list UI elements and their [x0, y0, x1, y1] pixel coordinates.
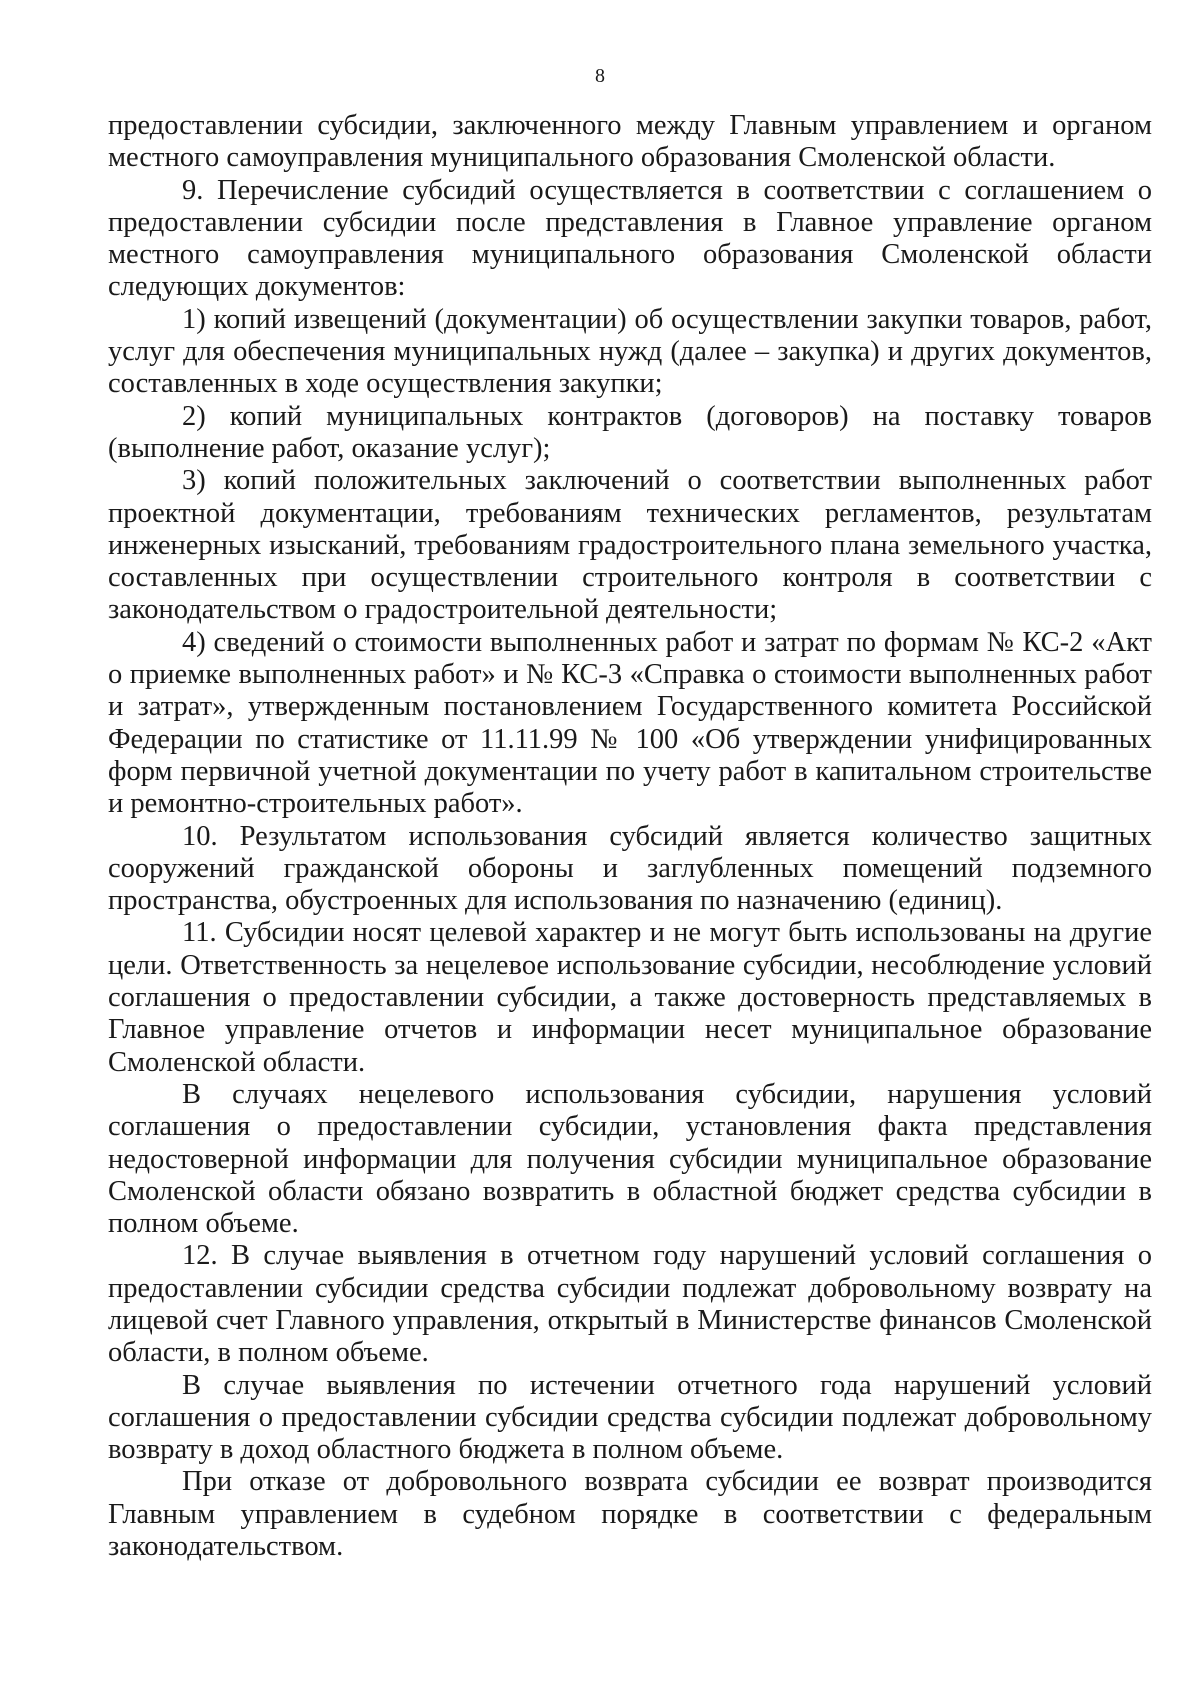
- paragraph-item-11: 11. Субсидии носят целевой характер и не могут быть использованы на другие цели. Ответственность за нецелевое использование субсидии, несоблюдение условий соглашения о предоставлении субсидии, а также достоверность представляемых в Главное управление отчетов и информации несет муниципальное образование Смоленской области.: [108, 917, 1152, 1078]
- paragraph-subitem-3: 3) копий положительных заключений о соответствии выполненных работ проектной документации, требованиям технических регламентов, результатам инженерных изысканий, требованиям градостроительного плана земельного участка, составленных при осуществлении строительного контроля в соответствии с законодательством о градостроительной деятельности;: [108, 465, 1152, 626]
- paragraph-item-12: 12. В случае выявления в отчетном году нарушений условий соглашения о предоставлении субсидии средства субсидии подлежат добровольному возврату на лицевой счет Главного управления, открытый в Министерстве финансов Смоленской области, в полном объеме.: [108, 1240, 1152, 1369]
- paragraph-after-year-return: В случае выявления по истечении отчетного года нарушений условий соглашения о предоставлении субсидии средства субсидии подлежат добровольному возврату в доход областного бюджета в полном объеме.: [108, 1369, 1152, 1466]
- document-body: [108, 110, 1152, 1563]
- paragraph-continuation: предоставлении субсидии, заключенного между Главным управлением и органом местного самоуправления муниципального образования Смоленской области.: [108, 110, 1152, 174]
- paragraph-court-return: При отказе от добровольного возврата субсидии ее возврат производится Главным управлением в судебном порядке в соответствии с федеральным законодательством.: [108, 1466, 1152, 1563]
- paragraph-item-9: 9. Перечисление субсидий осуществляется в соответствии с соглашением о предоставлении субсидии после представления в Главное управление органом местного самоуправления муниципального образования Смоленской области следующих документов:: [108, 174, 1152, 303]
- paragraph-subitem-4: 4) сведений о стоимости выполненных работ и затрат по формам № КС-2 «Акт о приемке выполненных работ» и № КС-3 «Справка о стоимости выполненных работ и затрат», утвержденным постановлением Государственного комитета Российской Федерации по статистике от 11.11.99 № 100 «Об утверждении унифицированных форм первичной учетной документации по учету работ в капитальном строительстве и ремонтно-строительных работ».: [108, 626, 1152, 820]
- paragraph-misuse-return: В случаях нецелевого использования субсидии, нарушения условий соглашения о предоставлении субсидии, установления факта представления недостоверной информации для получения субсидии муниципальное образование Смоленской области обязано возвратить в областной бюджет средства субсидии в полном объеме.: [108, 1078, 1152, 1240]
- paragraph-subitem-1: 1) копий извещений (документации) об осуществлении закупки товаров, работ, услуг для обеспечения муниципальных нужд (далее – закупка) и других документов, составленных в ходе осуществления закупки;: [108, 303, 1152, 400]
- paragraph-subitem-2: 2) копий муниципальных контрактов (договоров) на поставку товаров (выполнение работ, оказание услуг);: [108, 400, 1152, 464]
- paragraph-item-10: 10. Результатом использования субсидий является количество защитных сооружений гражданской обороны и заглубленных помещений подземного пространства, обустроенных для использования по назначению (единиц).: [108, 820, 1152, 917]
- page-number: 8: [595, 65, 605, 87]
